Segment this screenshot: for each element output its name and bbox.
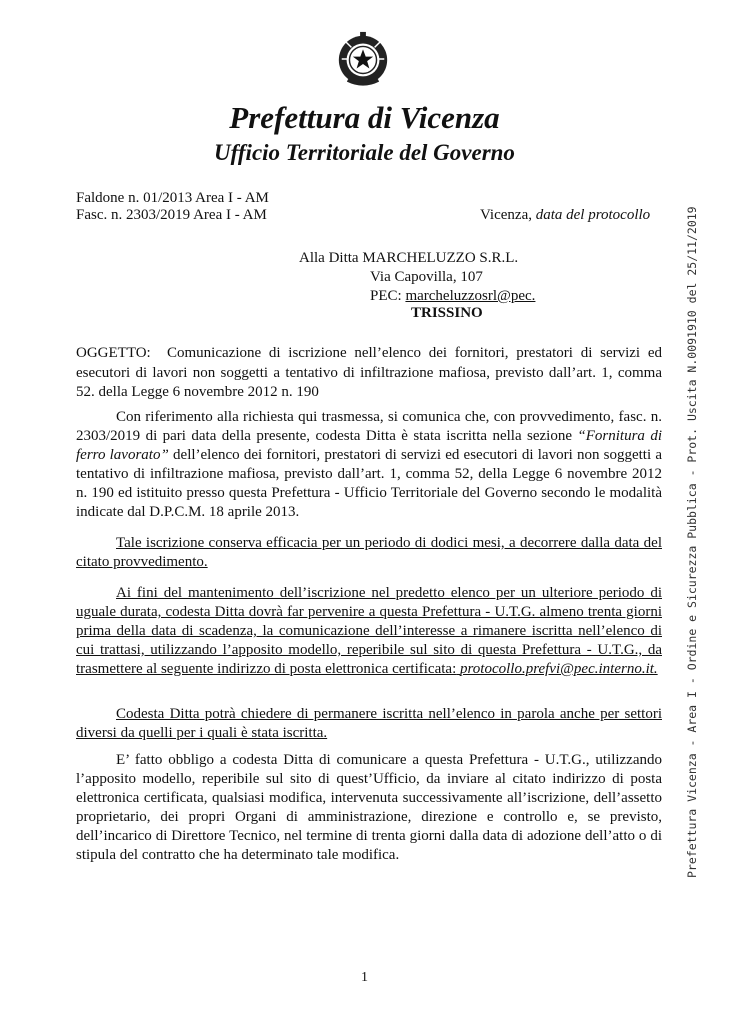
section-name: “Fornitura di ferro lavorato” — [76, 428, 663, 463]
paragraph-other-sectors: Codesta Ditta potrà chiedere di permanere iscritta nell’elenco in parola anche per settori diversi da quelli per i quali è stata iscritta. — [76, 706, 662, 741]
paragraph-registration-text-b: dell’elenco dei fornitori, prestatori di servizi ed esecutori di lavori non soggetti a tentativo di infiltrazione mafiosa, previsto dall’art. 1, comma 52, della Legge 6 novembre 2012 n. 190 ed istituito presso questa Prefettura - Ufficio Territoriale del Governo secondo le modalità indicate dal D.P.C.M. 18 aprile 2013. — [76, 447, 662, 520]
paragraph-renewal-text: Ai fini del mantenimento dell’iscrizione nel predetto elenco per un ulteriore periodo di uguale durata, codesta Ditta dovrà far pervenire a questa Prefettura - U.T.G. almeno trenta giorni prima della data di scadenza, la comunicazione dell’interesse a rimanere iscritta nell’elenco di cui trattasi, utilizzando l’apposito modello, reperibile sul sito di questa Prefettura - U.T.G., da trasmettere al seguente indirizzo di posta elettronica certificata: — [76, 585, 662, 677]
republic-emblem-icon — [334, 30, 392, 88]
place-date — [480, 207, 650, 224]
fascicolo-ref: Fasc. n. 2303/2019 Area I - AM — [76, 207, 267, 223]
date-label: data del protocollo — [535, 207, 651, 223]
subject-label: OGGETTO: — [76, 345, 151, 361]
pec-address-link[interactable]: protocollo.prefvi@pec.interno.it. — [460, 661, 658, 677]
recipient-name: Alla Ditta MARCHELUZZO S.R.L. — [299, 250, 519, 266]
recipient-city: TRISSINO — [411, 305, 483, 321]
place: Vicenza, — [480, 207, 532, 223]
subject-first-line: Comunicazione di iscrizione nell’elenco dei fornitori, prestatori di servizi ed — [167, 345, 662, 361]
faldone-ref: Faldone n. 01/2013 Area I - AM — [76, 190, 269, 206]
pec-label: PEC: — [370, 288, 402, 304]
protocol-stamp: Prefettura Vicenza - Area I - Ordine e Sicurezza Pubblica - Prot. Uscita N.0091910 del 25/11/2019 — [685, 206, 699, 878]
paragraph-validity: Tale iscrizione conserva efficacia per un periodo di dodici mesi, a decorrere dalla data del citato provvedimento. — [76, 535, 662, 570]
paragraph-registration-text-a: Con riferimento alla richiesta qui trasmessa, si comunica che, con provvedimento, fasc. n. 2303/2019 di pari data della presente, codesta Ditta è stata iscritta nella sezione — [76, 409, 662, 444]
recipient-address: Via Capovilla, 107 — [370, 269, 483, 285]
paragraph-obligations: E’ fatto obbligo a codesta Ditta di comunicare a questa Prefettura - U.T.G., utilizzando l’apposito modello, reperibile sul sito di quest’Ufficio, da inviare al citato indirizzo di posta elettronica certificata, qualsiasi modifica, intervenuta successivamente all’iscrizione, dell’assetto proprietario, dei propri Organi di amministrazione, direzione e controllo e, se previsto, dell’incarico di Direttore Tecnico, nel termine di trenta giorni dalla data di adozione dell’atto o di stipula del contratto che ha determinato tale modifica. — [76, 752, 662, 863]
pec-email-link[interactable]: marcheluzzosrl@pec. — [405, 288, 536, 304]
page-number: 1 — [361, 970, 368, 985]
paragraph-registration — [76, 408, 662, 522]
subject-text: esecutori di lavori non soggetti a tentativo di infiltrazione mafiosa, previsto dall’art. 1, comma 52. della Legge 6 novembre 2012 n. 190 — [76, 365, 662, 400]
recipient-pec — [370, 288, 535, 305]
paragraph-renewal — [76, 584, 662, 679]
page-title: Prefettura di Vicenza — [229, 100, 500, 135]
page-subtitle: Ufficio Territoriale del Governo — [214, 140, 515, 165]
